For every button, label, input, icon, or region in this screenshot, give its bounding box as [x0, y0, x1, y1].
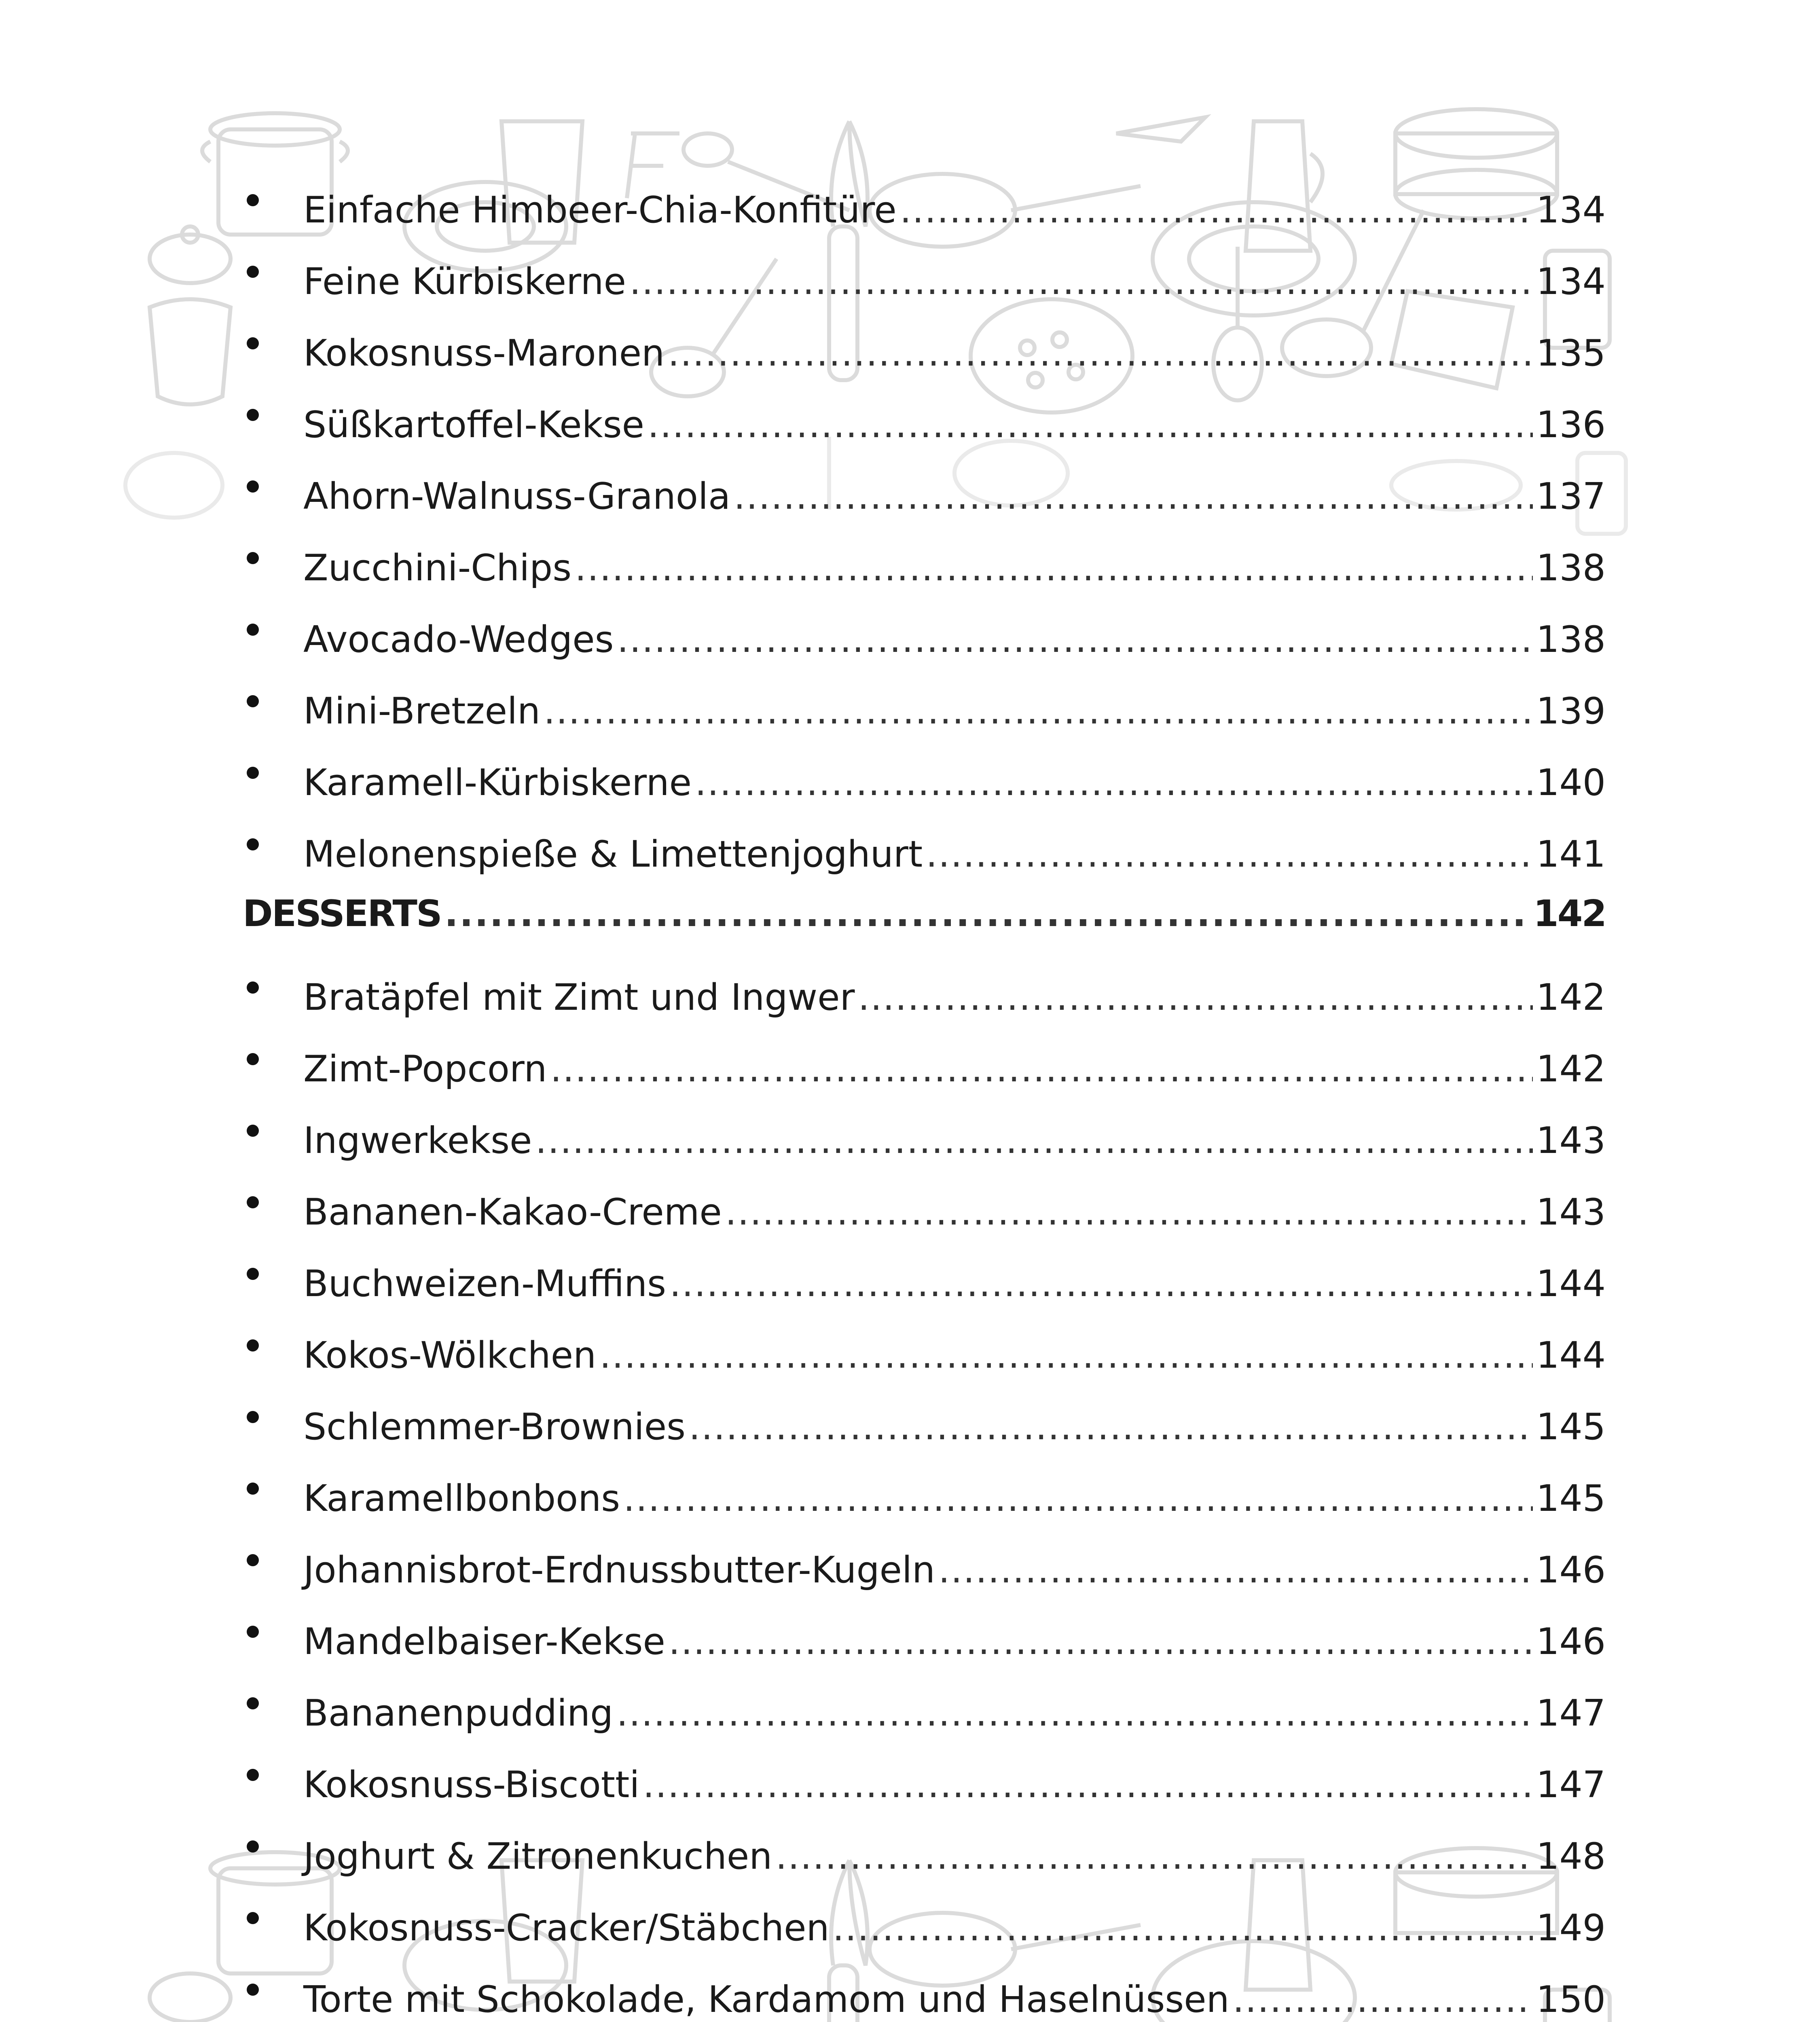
toc-entry-page: 148 [1536, 1835, 1606, 1878]
bullet-icon [243, 317, 303, 366]
dot-leader [938, 1546, 1533, 1595]
dot-leader [858, 973, 1533, 1022]
dot-leader [734, 472, 1533, 521]
toc-entry-page: 140 [1536, 761, 1606, 804]
toc-entry[interactable] [243, 245, 1606, 303]
toc-entry-title: Buchweizen-Muffins [303, 1263, 667, 1305]
toc-entry-page: 138 [1536, 618, 1606, 661]
toc-entry-page: 144 [1536, 1263, 1606, 1305]
toc-entry-page: 142 [1536, 976, 1606, 1019]
toc-entry-title: Feine Kürbiskerne [303, 260, 626, 303]
dot-leader [833, 1904, 1533, 1952]
dot-leader [599, 1331, 1533, 1380]
toc-entry-title: Mandelbaiser-Kekse [303, 1620, 665, 1663]
bullet-icon [243, 532, 303, 580]
bullet-icon [243, 818, 303, 867]
toc-entry-title: Ingwerkekse [303, 1119, 532, 1162]
bullet-icon [243, 174, 303, 222]
toc-entry-page: 150 [1536, 1978, 1606, 2021]
toc-entry-page: 136 [1536, 404, 1606, 446]
dot-leader [623, 1474, 1533, 1523]
toc-entry-page: 142 [1536, 1048, 1606, 1090]
toc-entry-title: Zimt-Popcorn [303, 1048, 547, 1090]
toc-entry-title: Johannisbrot-Erdnussbutter-Kugeln [303, 1549, 935, 1591]
dot-leader [669, 1618, 1533, 1666]
toc-entry[interactable] [243, 460, 1606, 518]
toc-entry-title: Mini-Bretzeln [303, 690, 541, 732]
toc-entry-title: Karamellbonbons [303, 1477, 620, 1520]
bullet-icon [243, 1462, 303, 1511]
toc-entry-page: 147 [1536, 1692, 1606, 1734]
toc-entry-page: 134 [1536, 189, 1606, 231]
toc-entry[interactable] [243, 1176, 1606, 1233]
toc-entry[interactable] [243, 1319, 1606, 1377]
toc-entry-page: 135 [1536, 332, 1606, 374]
bullet-icon [243, 961, 303, 1010]
bullet-icon [243, 747, 303, 795]
bullet-icon [243, 1391, 303, 1439]
dot-leader [629, 258, 1533, 306]
toc-section-heading[interactable] [243, 890, 1606, 938]
dot-leader [668, 329, 1533, 378]
dot-leader [648, 401, 1533, 449]
dot-leader [695, 759, 1533, 807]
toc-entry-page: 145 [1536, 1477, 1606, 1520]
toc-entry-title: Kokosnuss-Biscotti [303, 1764, 640, 1806]
toc-entry-title: Melonenspieße & Limettenjoghurt [303, 833, 923, 876]
bullet-icon [243, 1892, 303, 1940]
toc-entry-page: 138 [1536, 547, 1606, 589]
toc-entry-title: Kokos-Wölkchen [303, 1334, 597, 1377]
dot-leader [725, 1188, 1533, 1237]
section-heading-title: DESSERTS [243, 893, 441, 935]
dot-leader [550, 1045, 1533, 1093]
toc-entry[interactable] [243, 1963, 1606, 2021]
toc-entry[interactable] [243, 174, 1606, 231]
toc-entry[interactable] [243, 1033, 1606, 1090]
dot-leader [689, 1403, 1533, 1451]
toc-entry[interactable] [243, 1820, 1606, 1878]
dot-leader [643, 1761, 1533, 1809]
toc-entry[interactable] [243, 317, 1606, 374]
dot-leader [444, 890, 1530, 938]
bullet-icon [243, 603, 303, 652]
toc-entry[interactable] [243, 1677, 1606, 1734]
bullet-icon [243, 245, 303, 294]
dot-leader [544, 687, 1533, 736]
toc-entry[interactable] [243, 818, 1606, 876]
toc-entry-title: Bananen-Kakao-Creme [303, 1191, 722, 1233]
bullet-icon [243, 1319, 303, 1368]
toc-entry-title: Schlemmer-Brownies [303, 1406, 686, 1448]
toc-entry[interactable] [243, 675, 1606, 732]
bullet-icon [243, 1605, 303, 1654]
toc-entry[interactable] [243, 1605, 1606, 1663]
bullet-icon [243, 1248, 303, 1296]
toc-entry[interactable] [243, 389, 1606, 446]
toc-entry[interactable] [243, 961, 1606, 1019]
section-heading-page: 142 [1533, 893, 1606, 935]
toc-entry-page: 143 [1536, 1119, 1606, 1162]
dot-leader [617, 615, 1533, 664]
toc-entry-title: Torte mit Schokolade, Kardamom und Haselnüssen [303, 1978, 1230, 2021]
dot-leader [900, 186, 1533, 235]
dot-leader [616, 1689, 1533, 1738]
toc-entry-page: 134 [1536, 260, 1606, 303]
toc-entry-page: 146 [1536, 1549, 1606, 1591]
toc-entry-page: 146 [1536, 1620, 1606, 1663]
toc-entry[interactable] [243, 1892, 1606, 1949]
toc-entry-page: 144 [1536, 1334, 1606, 1377]
toc-entry-title: Avocado-Wedges [303, 618, 614, 661]
dot-leader [535, 1117, 1533, 1165]
toc-entry-title: Kokosnuss-Maronen [303, 332, 665, 374]
toc-entry[interactable] [243, 1104, 1606, 1162]
bullet-icon [243, 389, 303, 437]
toc-entry-title: Zucchini-Chips [303, 547, 572, 589]
toc-entry-title: Bratäpfel mit Zimt und Ingwer [303, 976, 855, 1019]
bullet-icon [243, 1677, 303, 1726]
dot-leader [926, 830, 1533, 879]
toc-entry-title: Ahorn-Walnuss-Granola [303, 475, 731, 518]
toc-entry-page: 141 [1536, 833, 1606, 876]
bullet-icon [243, 675, 303, 723]
toc-entry[interactable] [243, 603, 1606, 661]
toc-entry-title: Joghurt & Zitronenkuchen [303, 1835, 772, 1878]
dot-leader [1233, 1975, 1533, 2022]
toc-entry[interactable] [243, 1749, 1606, 1806]
toc-entry[interactable] [243, 1248, 1606, 1305]
toc-entry-page: 149 [1536, 1907, 1606, 1949]
bullet-icon [243, 460, 303, 509]
toc-entry-title: Süßkartoffel-Kekse [303, 404, 645, 446]
bullet-icon [243, 1963, 303, 2012]
dot-leader [669, 1260, 1533, 1308]
toc-entry-page: 145 [1536, 1406, 1606, 1448]
toc-entry[interactable] [243, 1534, 1606, 1591]
toc-entry[interactable] [243, 747, 1606, 804]
dot-leader [775, 1832, 1533, 1881]
toc-entry-page: 139 [1536, 690, 1606, 732]
bullet-icon [243, 1749, 303, 1797]
toc-entry[interactable] [243, 532, 1606, 589]
toc-entry-title: Karamell-Kürbiskerne [303, 761, 692, 804]
toc-entry-title: Bananenpudding [303, 1692, 614, 1734]
toc-entry-page: 147 [1536, 1764, 1606, 1806]
toc-entry-page: 143 [1536, 1191, 1606, 1233]
bullet-icon [243, 1104, 303, 1153]
toc-entry[interactable] [243, 1391, 1606, 1448]
toc-entry-title: Kokosnuss-Cracker/Stäbchen [303, 1907, 830, 1949]
dot-leader [575, 544, 1533, 592]
toc-entry-page: 137 [1536, 475, 1606, 518]
bullet-icon [243, 1033, 303, 1081]
bullet-icon [243, 1534, 303, 1582]
toc-entry-title: Einfache Himbeer-Chia-Konfitüre [303, 189, 897, 231]
toc-entry[interactable] [243, 1462, 1606, 1520]
bullet-icon [243, 1820, 303, 1869]
bullet-icon [243, 1176, 303, 1225]
